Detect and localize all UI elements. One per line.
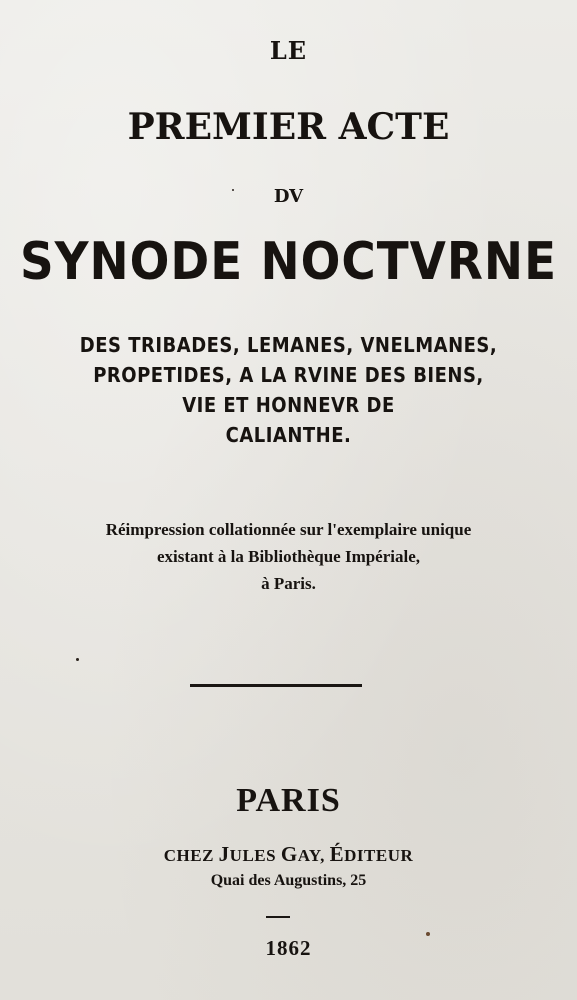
ink-speck bbox=[426, 932, 430, 936]
publisher-first-initial: J bbox=[218, 842, 230, 866]
title-premier-acte: PREMIER ACTE bbox=[127, 106, 450, 148]
imprint-address: Quai des Augustins, 25 bbox=[210, 872, 367, 889]
publisher-last-initial: G bbox=[280, 842, 298, 866]
imprint-year: 1862 bbox=[265, 936, 312, 960]
ink-speck bbox=[232, 189, 234, 191]
imprint-city: PARIS bbox=[236, 782, 341, 819]
publisher-first-rest: ULES bbox=[229, 846, 277, 865]
publisher-role-rest: DITEUR bbox=[344, 846, 414, 865]
title-du: DV bbox=[273, 186, 304, 207]
publisher-prefix: CHEZ bbox=[163, 846, 214, 865]
subtitle-line-3: VIE ET HONNEVR DE bbox=[182, 393, 395, 417]
reimpression-line-2: existant à la Bibliothèque Impériale, bbox=[156, 547, 421, 566]
divider-rule bbox=[190, 684, 362, 687]
title-le: LE bbox=[269, 36, 308, 65]
subtitle-line-1: DES TRIBADES, LEMANES, VNELMANES, bbox=[79, 333, 498, 357]
imprint-publisher bbox=[0, 842, 577, 867]
publisher-role-initial: É bbox=[329, 842, 345, 866]
reimpression-line-1: Réimpression collationnée sur l'exemplaire unique bbox=[105, 520, 472, 539]
reimpression-line-3: à Paris. bbox=[261, 574, 316, 593]
subtitle-line-4: CALIANTHE. bbox=[225, 423, 352, 447]
publisher-last-rest: AY, bbox=[297, 846, 325, 865]
short-divider-rule bbox=[266, 916, 290, 918]
ink-speck bbox=[76, 658, 79, 661]
subtitle-line-2: PROPETIDES, A LA RVINE DES BIENS, bbox=[93, 363, 484, 387]
title-synode-nocturne: SYNODE NOCTVRNE bbox=[19, 232, 558, 292]
